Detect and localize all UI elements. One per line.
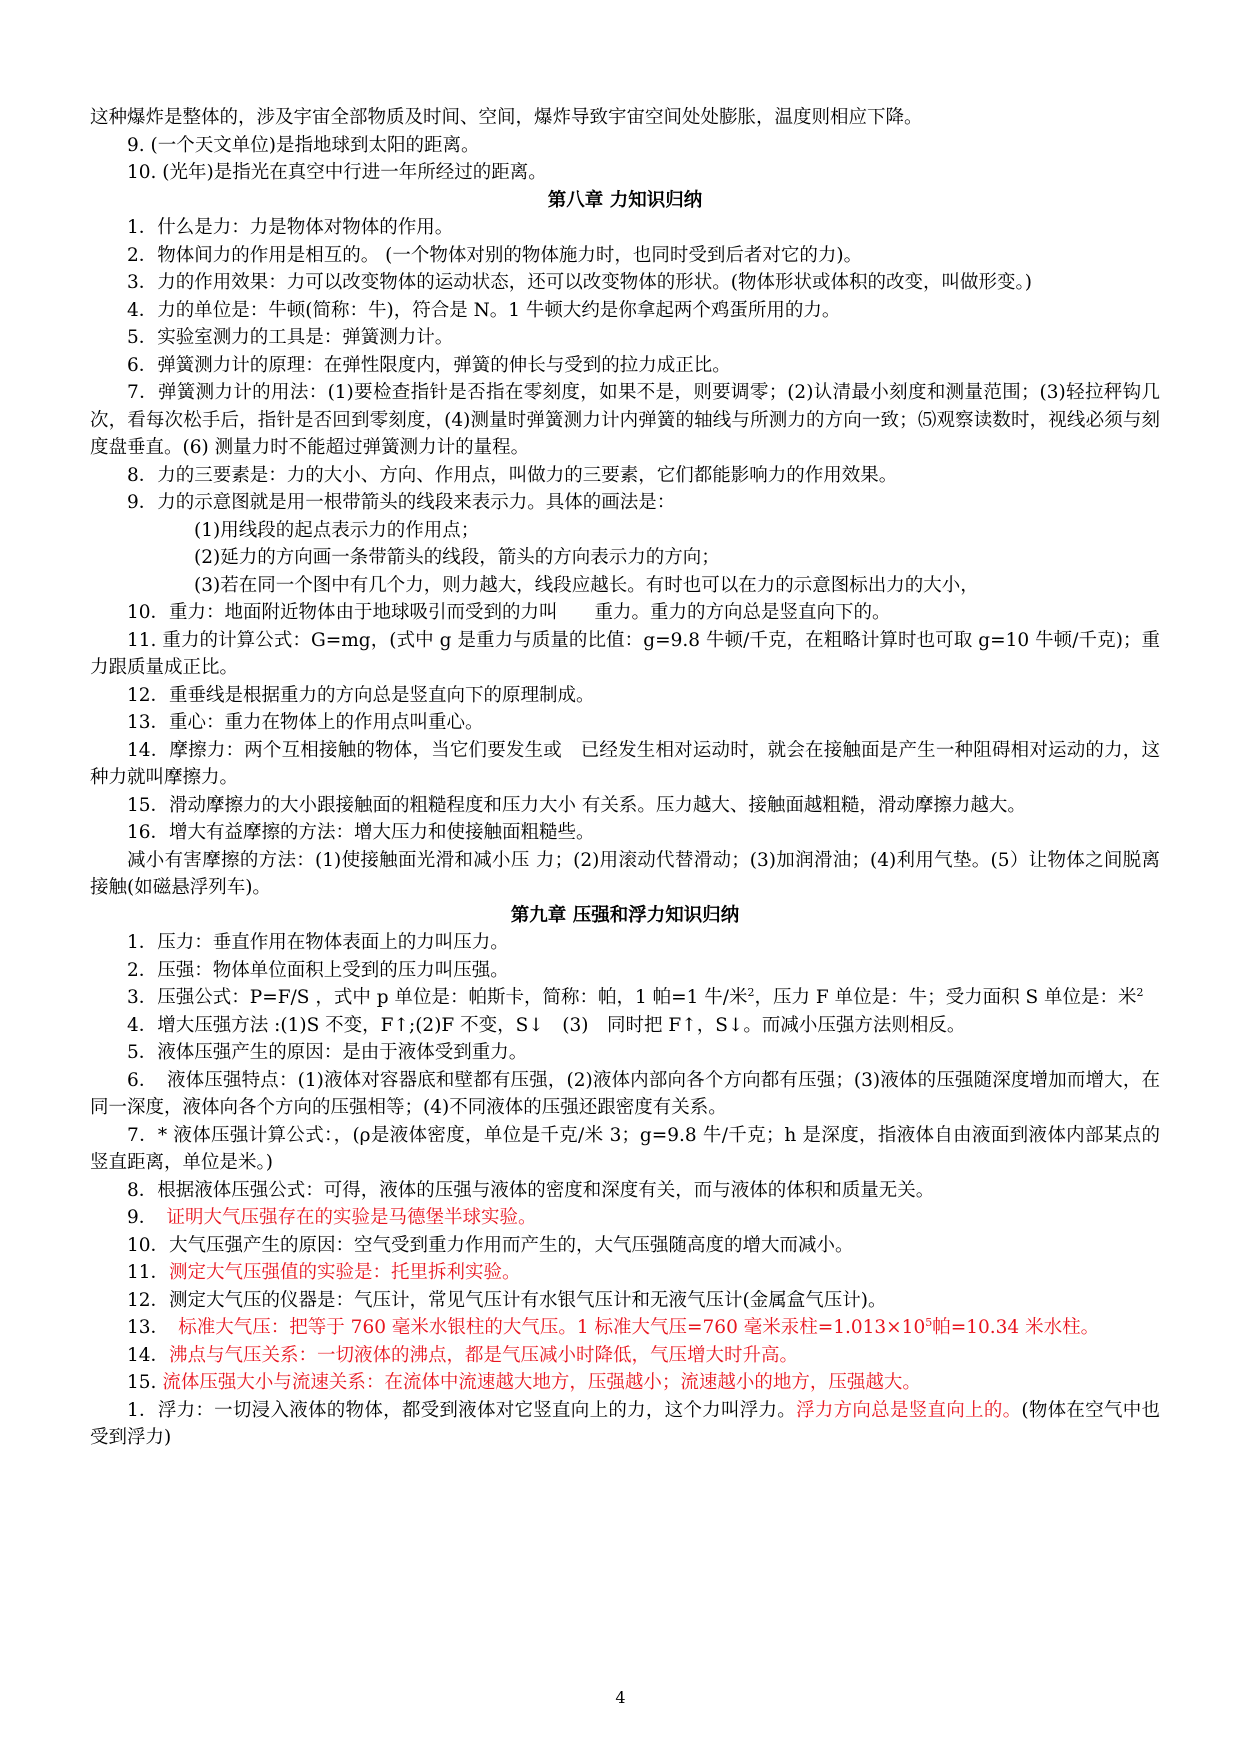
item-number: 14． [127, 1344, 170, 1366]
paragraph: 9．力的示意图就是用一根带箭头的线段来表示力。具体的画法是： [127, 492, 676, 513]
superscript: 2 [1136, 985, 1144, 999]
paragraph: 8．力的三要素是：力的大小、方向、作用点，叫做力的三要素，它们都能影响力的作用效果。 [127, 464, 898, 486]
paragraph [90, 1259, 1160, 1287]
text-run: (物体在空气中也受到浮力) [90, 1399, 1161, 1448]
chapter-heading: 第九章 压强和浮力知识归纳 [510, 904, 740, 926]
paragraph: 2．压强：物体单位面积上受到的压力叫压强。 [127, 959, 509, 981]
paragraph: 1．什么是力：力是物体对物体的作用。 [127, 217, 454, 238]
highlighted-text: 沸点与气压关系：一切液体的沸点，都是气压减小时降低，气压增大时升高。 [169, 1344, 799, 1366]
paragraph: 3．力的作用效果：力可以改变物体的运动状态，还可以改变物体的形状。(物体形状或体积的改变，叫做形变。) [127, 272, 1032, 293]
page-number: 4 [615, 1688, 626, 1707]
superscript: 2 [747, 985, 755, 999]
highlighted-text: 标准大气压：把等于 760 毫米水银柱的大气压。1 标准大气压=760 毫米汞柱=1.013×10 [178, 1317, 926, 1338]
chapter-heading: 第八章 力知识归纳 [547, 189, 703, 211]
paragraph: 10．重力：地面附近物体由于地球吸引而受到的力叫 重力。重力的方向总是竖直向下的。 [127, 602, 891, 623]
paragraph [90, 1397, 1160, 1452]
paragraph: 7．* 液体压强计算公式：，(ρ是液体密度，单位是千克/米 3；g=9.8 牛/千克；h 是深度，指液体自由液面到液体内部某点的竖直距离，单位是米。) [90, 1124, 1160, 1173]
paragraph: 7．弹簧测力计的用法：(1)要检查指针是否指在零刻度，如果不是，则要调零；(2)认清最小刻度和测量范围；(3)轻拉秤钩几次，看每次松手后，指针是否回到零刻度，(4)测量时弹簧测力计内弹簧的轴线与所测力的方向一致；⑸观察读数时，视线必须与刻度盘垂直。(6) 测量力时不能超过弹簧测力计的量程。 [90, 382, 1160, 458]
item-number: 9． [127, 1207, 167, 1228]
sub-paragraph: (3)若在同一个图中有几个力，则力越大，线段应越长。有时也可以在力的示意图标出力的大小， [194, 574, 979, 596]
paragraph: 11. 重力的计算公式：G=mg，(式中 g 是重力与质量的比值：g=9.8 牛顿/千克，在粗略计算时也可取 g=10 牛顿/千克)；重力跟质量成正比。 [90, 629, 1160, 678]
item-number: 15. [127, 1372, 163, 1393]
highlighted-text: 证明大气压强存在的实验是马德堡半球实验。 [166, 1207, 537, 1228]
item-number: 13． [127, 1317, 179, 1338]
paragraph [90, 1369, 1160, 1397]
text-run: ，压力 F 单位是：牛；受力面积 S 单位是：米 [754, 987, 1137, 1008]
paragraph: 6． 液体压强特点：(1)液体对容器底和壁都有压强，(2)液体内部向各个方向都有压强；(3)液体的压强随深度增加而增大，在同一深度，液体向各个方向的压强相等；(4)不同液体的压强还跟密度有关系。 [90, 1069, 1160, 1118]
paragraph [90, 1342, 1160, 1370]
text-run: 1．浮力：一切浸入液体的物体，都受到液体对它竖直向上的力，这个力叫浮力。 [127, 1399, 797, 1421]
highlighted-text: 流体压强大小与流速关系：在流体中流速越大地方，压强越小；流速越小的地方，压强越大。 [162, 1372, 921, 1393]
highlighted-text: 浮力方向总是竖直向上的。 [796, 1399, 1022, 1421]
document-body [90, 104, 1160, 1452]
paragraph: 16．增大有益摩擦的方法：增大压力和使接触面粗糙些。 [127, 822, 595, 843]
paragraph: 14．摩擦力：两个互相接触的物体，当它们要发生或 已经发生相对运动时，就会在接触面是产生一种阻碍相对运动的力，这种力就叫摩擦力。 [90, 739, 1160, 788]
paragraph [90, 984, 1160, 1012]
paragraph: 2．物体间力的作用是相互的。 (一个物体对别的物体施力时，也同时受到后者对它的力)。 [127, 244, 863, 266]
highlighted-text: 帕=10.34 米水柱。 [932, 1317, 1100, 1338]
paragraph [90, 1314, 1160, 1342]
paragraph [90, 1204, 1160, 1232]
paragraph: 这种爆炸是整体的，涉及宇宙全部物质及时间、空间，爆炸导致宇宙空间处处膨胀，温度则相应下降。 [90, 107, 923, 128]
paragraph: 5．液体压强产生的原因：是由于液体受到重力。 [127, 1042, 528, 1063]
paragraph: 12．重垂线是根据重力的方向总是竖直向下的原理制成。 [127, 684, 595, 706]
paragraph: 6．弹簧测力计的原理：在弹性限度内，弹簧的伸长与受到的拉力成正比。 [127, 354, 731, 376]
paragraph: 8．根据液体压强公式：可得，液体的压强与液体的密度和深度有关，而与液体的体积和质量无关。 [127, 1179, 935, 1201]
paragraph: 10．大气压强产生的原因：空气受到重力作用而产生的，大气压强随高度的增大而减小。 [127, 1234, 854, 1256]
paragraph: 9. (一个天文单位)是指地球到太阳的距离。 [127, 134, 480, 156]
paragraph: 10. (光年)是指光在真空中行进一年所经过的距离。 [127, 162, 547, 183]
paragraph: 13．重心：重力在物体上的作用点叫重心。 [127, 712, 484, 733]
paragraph: 15．滑动摩擦力的大小跟接触面的粗糙程度和压力大小 有关系。压力越大、接触面越粗糙，滑动摩擦力越大。 [127, 794, 1026, 816]
paragraph: 1．压力：垂直作用在物体表面上的力叫压力。 [127, 932, 509, 953]
paragraph: 4．增大压强方法 :(1)S 不变，F↑;(2)F 不变，S↓ (3) 同时把 F↑，S↓。而减小压强方法则相反。 [127, 1014, 966, 1036]
paragraph: 12．测定大气压的仪器是：气压计，常见气压计有水银气压计和无液气压计(金属盒气压计)。 [127, 1289, 887, 1311]
paragraph: 5．实验室测力的工具是：弹簧测力计。 [127, 327, 454, 348]
superscript: 5 [925, 1315, 933, 1329]
item-number: 11． [127, 1262, 170, 1283]
text-run: 3．压强公式：P=F/S ，式中 p 单位是：帕斯卡，简称：帕，1 帕=1 牛/米 [127, 987, 748, 1008]
sub-paragraph: (2)延力的方向画一条带箭头的线段，箭头的方向表示力的方向； [194, 547, 720, 568]
paragraph: 减小有害摩擦的方法：(1)使接触面光滑和减小压 力；(2)用滚动代替滑动；(3)加润滑油；(4)利用气垫。(5）让物体之间脱离接触(如磁悬浮列车)。 [90, 849, 1160, 898]
sub-paragraph: (1)用线段的起点表示力的作用点； [194, 519, 480, 541]
paragraph: 4．力的单位是：牛顿(简称：牛)，符合是 N。1 牛顿大约是你拿起两个鸡蛋所用的力。 [127, 299, 841, 321]
highlighted-text: 测定大气压强值的实验是：托里拆利实验。 [169, 1262, 521, 1283]
